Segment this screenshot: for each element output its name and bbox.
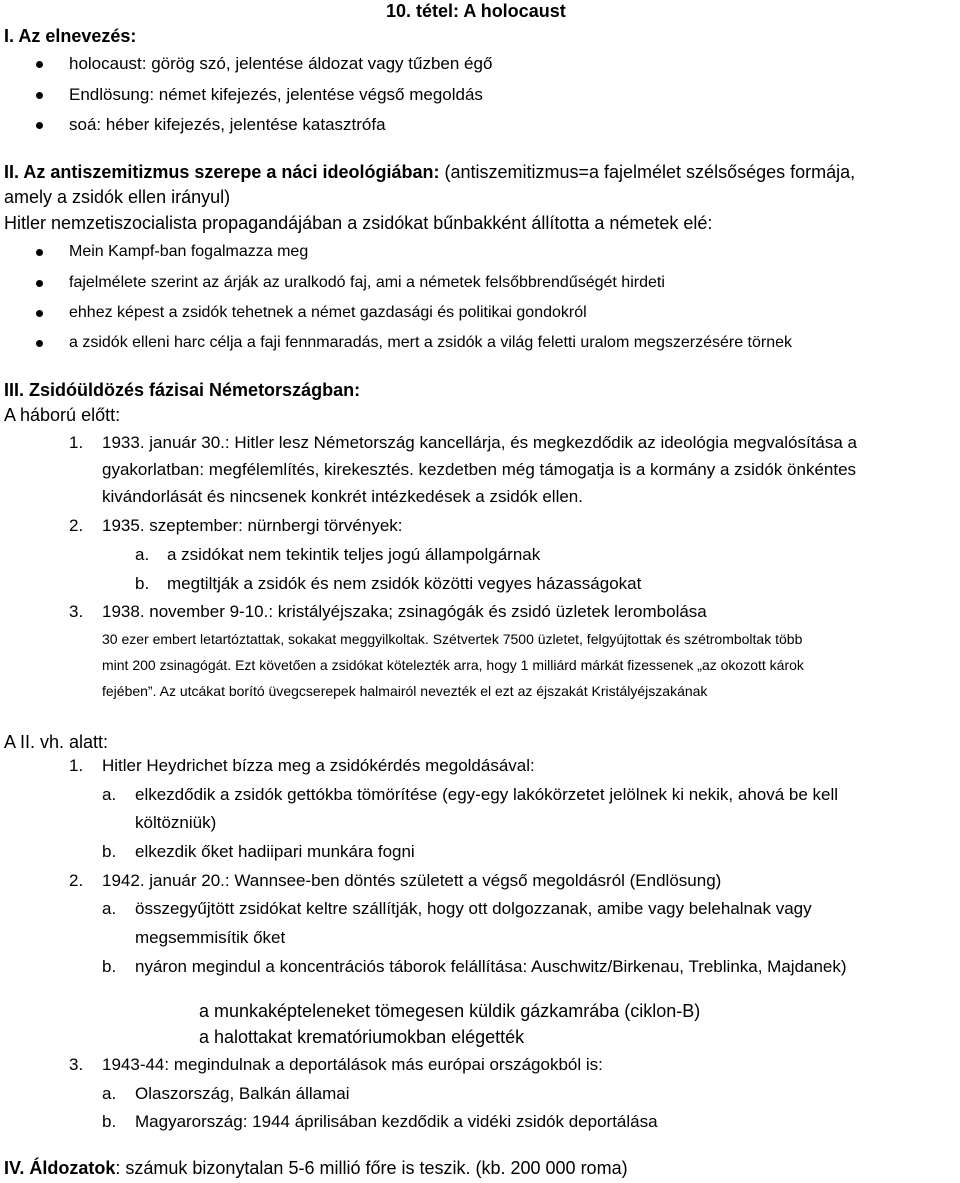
sub-item: elkezdődik a zsidók gettókba tömörítése (egy-egy lakókörzetet jelölnek ki nekik, ahová be kell bbox=[135, 785, 839, 804]
section-4-text: : számuk bizonytalan 5-6 millió főre is teszik. (kb. 200 000 roma) bbox=[115, 1158, 628, 1178]
list-item: 1933. január 30.: Hitler lesz Németország kancellárja, és megkezdődik az ideológia megvalósítása a bbox=[102, 433, 858, 452]
section-2-definition-cont: amely a zsidók ellen irányul) bbox=[4, 187, 231, 207]
note-line: a munkaképteleneket tömegesen küldik gázkamrába (ciklon-B) bbox=[199, 1001, 701, 1021]
list-item: ehhez képest a zsidók tehetnek a német gazdasági és politikai gondokról bbox=[69, 304, 587, 321]
list-item: 1938. november 9-10.: kristályéjszaka; zsinagógák és zsidó üzletek lerombolása bbox=[102, 602, 707, 621]
bullet-icon bbox=[36, 249, 43, 256]
sub-item-cont: megsemmisítik őket bbox=[135, 928, 286, 947]
bullet-icon bbox=[36, 122, 43, 129]
sub-label: b. bbox=[135, 574, 150, 593]
list-number: 2. bbox=[69, 871, 84, 890]
sub-item: megtiltják a zsidók és nem zsidók közötti vegyes házasságokat bbox=[167, 574, 642, 593]
list-item: fajelmélete szerint az árják az uralkodó faj, ami a németek felsőbbrendűségét hirdeti bbox=[69, 274, 665, 291]
bullet-icon bbox=[36, 280, 43, 287]
sub-label: a. bbox=[135, 545, 150, 564]
bullet-icon bbox=[36, 340, 43, 347]
section-2-definition: (antiszemitizmus=a fajelmélet szélsőséges formája, bbox=[444, 162, 856, 182]
sub-item: nyáron megindul a koncentrációs táborok felállítása: Auschwitz/Birkenau, Treblinka, Majdanek) bbox=[135, 957, 847, 976]
list-number: 3. bbox=[69, 602, 84, 621]
sub-label: b. bbox=[102, 1112, 117, 1131]
list-item: a zsidók elleni harc célja a faji fennmaradás, mert a zsidók a világ feletti uralom megszerzésére törnek bbox=[69, 334, 792, 351]
list-item: Mein Kampf-ban fogalmazza meg bbox=[69, 243, 309, 260]
page-title: 10. tétel: A holocaust bbox=[386, 1, 566, 21]
section-4-heading: IV. Áldozatok bbox=[4, 1158, 116, 1178]
list-item: holocaust: görög szó, jelentése áldozat vagy tűzben égő bbox=[69, 54, 493, 73]
list-item: Hitler Heydrichet bízza meg a zsidókérdés megoldásával: bbox=[102, 756, 535, 775]
list-item: 1943-44: megindulnak a deportálások más európai országokból is: bbox=[102, 1055, 603, 1074]
bullet-icon bbox=[36, 92, 43, 99]
sub-item-cont: költözniük) bbox=[135, 813, 217, 832]
section-2-heading-line bbox=[4, 163, 855, 181]
subheading-before-war: A háború előtt: bbox=[4, 405, 121, 425]
list-number: 3. bbox=[69, 1055, 84, 1074]
list-item: soá: héber kifejezés, jelentése katasztrófa bbox=[69, 115, 386, 134]
sub-label: a. bbox=[102, 899, 117, 918]
section-4-line bbox=[4, 1159, 628, 1177]
sub-label: a. bbox=[102, 785, 117, 804]
sub-item: Olaszország, Balkán államai bbox=[135, 1084, 350, 1103]
list-item-cont: gyakorlatban: megfélemlítés, kirekesztés. kezdetben még támogatja is a kormány a zsidók önkéntes bbox=[102, 460, 857, 479]
list-number: 1. bbox=[69, 433, 84, 452]
detail-text: mint 200 zsinagógát. Ezt követően a zsidókat kötelezték arra, hogy 1 milliárd márkát fizessenek „az okozott károk bbox=[102, 657, 804, 673]
sub-label: b. bbox=[102, 842, 117, 861]
section-1-heading: I. Az elnevezés: bbox=[4, 26, 137, 46]
sub-item: összegyűjtött zsidókat keltre szállítják, hogy ott dolgozzanak, amibe vagy belehalnak vagy bbox=[135, 899, 812, 918]
section-2-intro: Hitler nemzetiszocialista propagandájában a zsidókat bűnbakként állította a németek elé: bbox=[4, 213, 713, 233]
sub-item: elkezdik őket hadiipari munkára fogni bbox=[135, 842, 415, 861]
section-3-heading: III. Zsidóüldözés fázisai Németországban: bbox=[4, 380, 361, 400]
sub-item: Magyarország: 1944 áprilisában kezdődik a vidéki zsidók deportálása bbox=[135, 1112, 658, 1131]
bullet-icon bbox=[36, 61, 43, 68]
list-item: 1935. szeptember: nürnbergi törvények: bbox=[102, 516, 403, 535]
list-number: 1. bbox=[69, 756, 84, 775]
list-number: 2. bbox=[69, 516, 84, 535]
sub-item: a zsidókat nem tekintik teljes jogú állampolgárnak bbox=[167, 545, 541, 564]
detail-text: 30 ezer embert letartóztattak, sokakat meggyilkoltak. Szétvertek 7500 üzletet, felgyújtottak és szétromboltak több bbox=[102, 631, 803, 647]
detail-text: fejében”. Az utcákat borító üvegcserepek halmairól nevezték el ezt az éjszakát Kristályéjszakának bbox=[102, 683, 708, 699]
list-item: 1942. január 20.: Wannsee-ben döntés született a végső megoldásról (Endlösung) bbox=[102, 871, 722, 890]
subheading-during-war: A II. vh. alatt: bbox=[4, 732, 109, 752]
sub-label: a. bbox=[102, 1084, 117, 1103]
bullet-icon bbox=[36, 310, 43, 317]
sub-label: b. bbox=[102, 957, 117, 976]
section-2-heading: II. Az antiszemitizmus szerepe a náci ideológiában: bbox=[4, 162, 440, 182]
note-line: a halottakat krematóriumokban elégették bbox=[199, 1027, 525, 1047]
list-item: Endlösung: német kifejezés, jelentése végső megoldás bbox=[69, 85, 483, 104]
list-item-cont: kivándorlását és nincsenek konkrét intézkedések a zsidók ellen. bbox=[102, 487, 583, 506]
